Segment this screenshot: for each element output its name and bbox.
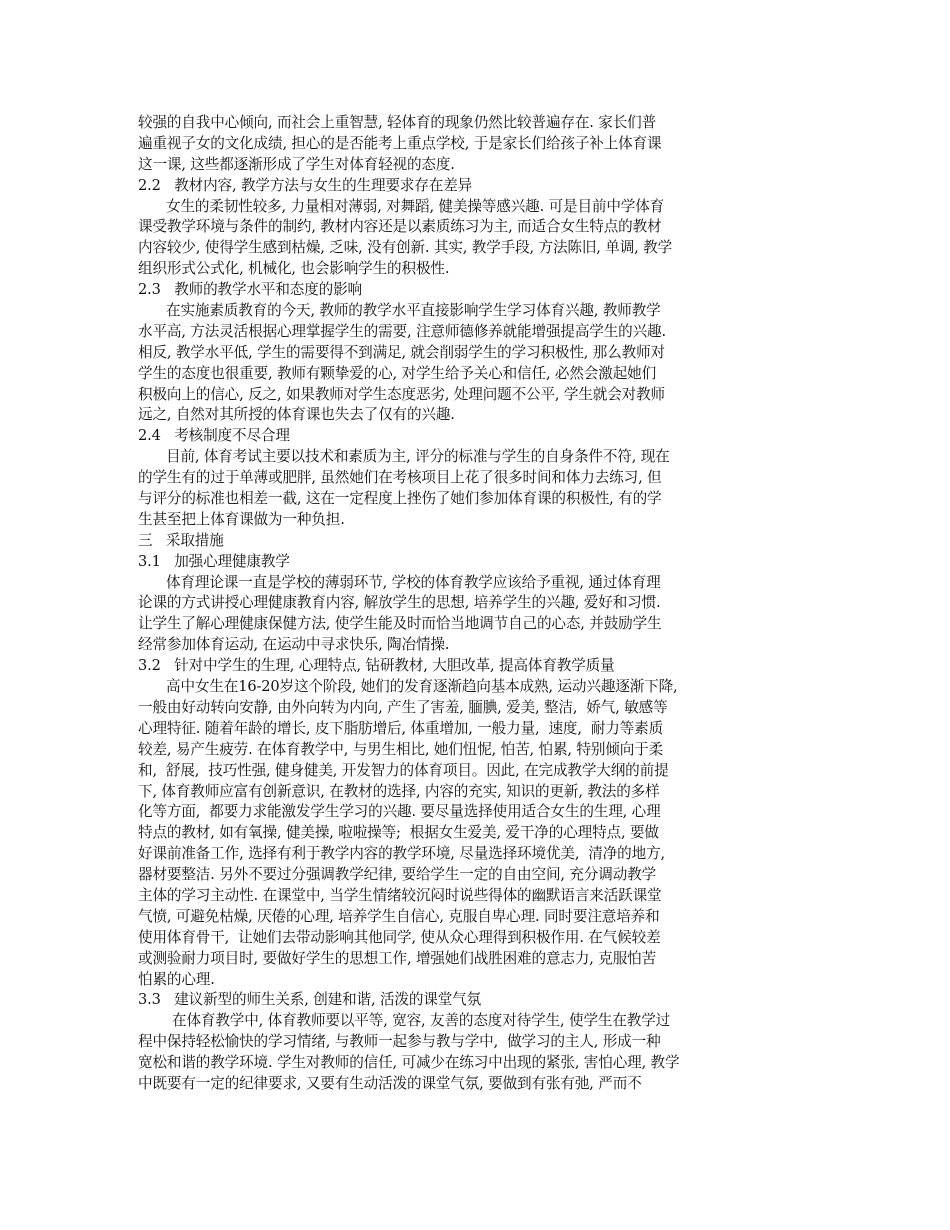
text-line: 气愤, 可避免枯燥, 厌倦的心理, 培养学生自信心, 克服自卑心理. 同时要注意培养和 — [138, 907, 660, 925]
text-line: 论课的方式讲授心理健康教育内容, 解放学生的思想, 培养学生的兴趣, 爱好和习惯. — [138, 594, 661, 612]
text-line: 高中女生在16-20岁这个阶段, 她们的发育逐渐趋向基本成熟, 运动兴趣逐渐下降, — [166, 678, 678, 696]
text-line: 特点的教材, 如有氧操, 健美操, 啦啦操等; 根据女生爱美, 爱干净的心理特点, 要做 — [138, 824, 659, 842]
section-heading: 3.2 针对中学生的生理, 心理特点, 钻研教材, 大胆改革, 提高体育教学质量 — [138, 657, 615, 675]
document-page — [138, 113, 828, 1095]
section-heading: 三 采取措施 — [138, 531, 224, 549]
text-line: 好课前准备工作, 选择有利于教学内容的教学环境, 尽量选择环境优美, 清净的地方, — [138, 845, 666, 863]
text-line: 下, 体育教师应富有创新意识, 在教材的选择, 内容的充实, 知识的更新, 教法的多样 — [138, 782, 660, 800]
text-line: 远之, 自然对其所授的体育课也失去了仅有的兴趣. — [138, 406, 455, 424]
text-line: 体育理论课一直是学校的薄弱环节, 学校的体育教学应该给予重视, 通过体育理 — [166, 573, 661, 591]
text-line: 或测验耐力项目时, 要做好学生的思想工作, 增强她们战胜困难的意志力, 克服怕苦 — [138, 949, 657, 967]
text-line: 相反, 教学水平低, 学生的需要得不到满足, 就会削弱学生的学习积极性, 那么教师对 — [138, 343, 666, 361]
text-line: 程中保持轻松愉快的学习情绪, 与教师一起参与教与学中, 做学习的主人, 形成一种 — [138, 1033, 661, 1051]
text-line: 学生的态度也很重要, 教师有颗挚爱的心, 对学生给予关心和信任, 必然会激起她们 — [138, 364, 657, 382]
text-line: 较差, 易产生疲劳. 在体育教学中, 与男生相比, 她们忸怩, 怕苦, 怕累, 特别倾向于柔 — [138, 740, 664, 758]
section-heading: 2.4 考核制度不尽合理 — [138, 427, 290, 445]
text-line: 化等方面, 都要力求能激发学生学习的兴趣. 要尽量选择使用适合女生的生理, 心理 — [138, 803, 661, 821]
text-line: 遍重视子女的文化成绩, 担心的是否能考上重点学校, 于是家长们给孩子补上体育课 — [138, 134, 662, 152]
text-line: 内容较少, 使得学生感到枯燥, 乏味, 没有创新. 其实, 教学手段, 方法陈旧, 单调, 教学 — [138, 239, 673, 257]
text-line: 课受教学环境与条件的制约, 教材内容还是以素质练习为主, 而适合女生特点的教材 — [138, 218, 662, 236]
text-line: 怕累的心理. — [138, 970, 215, 988]
text-line: 和, 舒展, 技巧性强, 健身健美, 开发智力的体育项目。因此, 在完成教学大纲的前提 — [138, 761, 669, 779]
text-line: 让学生了解心理健康保健方法, 使学生能及时而恰当地调节自己的心态, 并鼓励学生 — [138, 615, 662, 633]
text-line: 心理特征. 随着年龄的增长, 皮下脂肪增后, 体重增加, 一般力量, 速度, 耐力等素质 — [138, 719, 664, 737]
text-line: 器材要整洁. 另外不要过分强调教学纪律, 要给学生一定的自由空间, 充分调动教学 — [138, 866, 657, 884]
section-heading: 2.2 教材内容, 教学方法与女生的生理要求存在差异 — [138, 176, 473, 194]
section-heading: 3.3 建议新型的师生关系, 创建和谐, 活泼的课堂气氛 — [138, 991, 482, 1009]
text-line: 使用体育骨干, 让她们去带动影响其他同学, 使从众心理得到积极作用. 在气候较差 — [138, 928, 661, 946]
text-line: 在实施素质教育的今天, 教师的教学水平直接影响学生学习体育兴趣, 教师教学 — [166, 302, 661, 320]
text-line: 与评分的标准也相差一截, 这在一定程度上挫伤了她们参加体育课的积极性, 有的学 — [138, 490, 662, 508]
text-line: 主体的学习主动性. 在课堂中, 当学生情绪较沉闷时说些得体的幽默语言来活跃课堂 — [138, 886, 662, 904]
text-line: 生甚至把上体育课做为一种负担. — [138, 510, 345, 528]
text-line: 中既要有一定的纪律要求, 又要有生动活泼的课堂气氛, 要做到有张有弛, 严而不 — [138, 1074, 642, 1092]
text-line: 的学生有的过于单薄或肥胖, 虽然她们在考核项目上花了很多时间和体力去练习, 但 — [138, 469, 662, 487]
text-line: 较强的自我中心倾向, 而社会上重智慧, 轻体育的现象仍然比较普遍存在. 家长们普 — [138, 114, 657, 131]
text-line: 在体育教学中, 体育教师要以平等, 宽容, 友善的态度对待学生, 使学生在教学过 — [172, 1012, 671, 1030]
text-line: 经常参加体育运动, 在运动中寻求快乐, 陶冶情操. — [138, 636, 450, 654]
text-line: 积极向上的信心, 反之, 如果教师对学生态度恶劣, 处理问题不公平, 学生就会对教师 — [138, 385, 666, 403]
text-line: 组织形式公式化, 机械化, 也会影响学生的积极性. — [138, 260, 450, 278]
section-heading: 3.1 加强心理健康教学 — [138, 552, 290, 570]
text-line: 女生的柔韧性较多, 力量相对薄弱, 对舞蹈, 健美操等感兴趣. 可是目前中学体育 — [166, 197, 665, 215]
text-line: 宽松和谐的教学环境. 学生对教师的信任, 可减少在练习中出现的紧张, 害怕心理, 教学 — [138, 1054, 680, 1072]
text-line: 一般由好动转向安静, 由外向转为内向, 产生了害羞, 腼腆, 爱美, 整洁, 娇气, 敏感等 — [138, 698, 668, 716]
text-line: 这一课, 这些都逐渐形成了学生对体育轻视的态度. — [138, 155, 455, 173]
text-line: 目前, 体育考试主要以技术和素质为主, 评分的标准与学生的自身条件不符, 现在 — [166, 448, 670, 466]
section-heading: 2.3 教师的教学水平和态度的影响 — [138, 281, 362, 299]
text-line: 水平高, 方法灵活根据心理掌握学生的需要, 注意师德修养就能增强提高学生的兴趣. — [138, 322, 666, 340]
